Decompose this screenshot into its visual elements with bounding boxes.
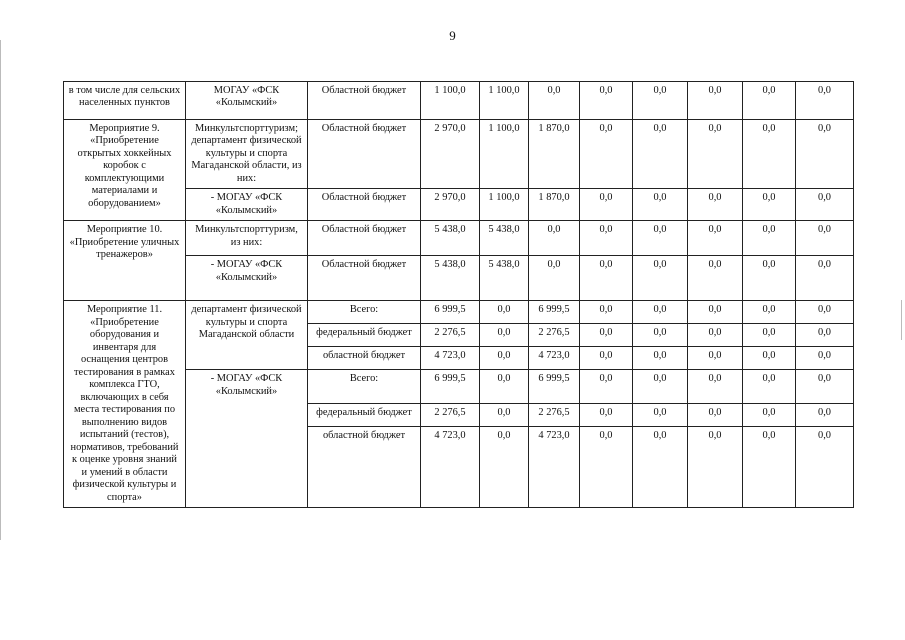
value-cell: 4 723,0 — [529, 347, 580, 370]
source-cell: Областной бюджет — [308, 120, 421, 189]
table-row — [64, 221, 854, 256]
value-cell: 0,0 — [633, 221, 688, 256]
value-cell: 0,0 — [633, 256, 688, 301]
value-cell: 0,0 — [796, 221, 854, 256]
value-cell: 4 723,0 — [421, 427, 480, 508]
value-cell: 0,0 — [580, 189, 633, 221]
table-row — [64, 120, 854, 189]
value-cell: 0,0 — [688, 120, 743, 189]
value-cell: 5 438,0 — [421, 221, 480, 256]
value-cell: 0,0 — [580, 301, 633, 324]
value-cell: 0,0 — [480, 347, 529, 370]
source-cell: областной бюджет — [308, 427, 421, 508]
budget-table — [63, 81, 854, 508]
value-cell: 0,0 — [688, 221, 743, 256]
scan-edge-mark — [901, 300, 902, 340]
value-cell: 0,0 — [633, 404, 688, 427]
value-cell: 0,0 — [796, 427, 854, 508]
value-cell: 0,0 — [633, 82, 688, 120]
value-cell: 5 438,0 — [421, 256, 480, 301]
value-cell: 0,0 — [796, 347, 854, 370]
value-cell: 5 438,0 — [480, 256, 529, 301]
value-cell: 1 100,0 — [480, 82, 529, 120]
value-cell: 0,0 — [580, 120, 633, 189]
value-cell: 0,0 — [580, 370, 633, 404]
value-cell: 1 100,0 — [480, 120, 529, 189]
value-cell: 0,0 — [480, 404, 529, 427]
value-cell: 0,0 — [580, 82, 633, 120]
value-cell: 2 276,5 — [529, 324, 580, 347]
value-cell: 0,0 — [796, 370, 854, 404]
value-cell: 0,0 — [743, 404, 796, 427]
value-cell: 0,0 — [580, 221, 633, 256]
executor-cell: Минкультспорттуризм, из них: — [186, 221, 308, 256]
value-cell: 0,0 — [688, 347, 743, 370]
value-cell: 0,0 — [743, 324, 796, 347]
value-cell: 0,0 — [480, 427, 529, 508]
source-cell: федеральный бюджет — [308, 324, 421, 347]
value-cell: 0,0 — [743, 427, 796, 508]
value-cell: 6 999,5 — [421, 370, 480, 404]
value-cell: 0,0 — [796, 324, 854, 347]
measure-cell: в том числе для сельских населенных пунктов — [64, 82, 186, 120]
value-cell: 0,0 — [796, 404, 854, 427]
value-cell: 0,0 — [688, 427, 743, 508]
source-cell: Всего: — [308, 301, 421, 324]
value-cell: 0,0 — [743, 221, 796, 256]
value-cell: 6 999,5 — [529, 301, 580, 324]
value-cell: 0,0 — [529, 221, 580, 256]
value-cell: 0,0 — [796, 120, 854, 189]
executor-cell: департамент физической культуры и спорта Магаданской области — [186, 301, 308, 370]
value-cell: 0,0 — [580, 404, 633, 427]
value-cell: 1 870,0 — [529, 189, 580, 221]
value-cell: 0,0 — [480, 301, 529, 324]
value-cell: 0,0 — [688, 404, 743, 427]
value-cell: 2 276,5 — [421, 404, 480, 427]
source-cell: Областной бюджет — [308, 221, 421, 256]
value-cell: 0,0 — [633, 120, 688, 189]
value-cell: 4 723,0 — [529, 427, 580, 508]
value-cell: 0,0 — [743, 370, 796, 404]
value-cell: 2 276,5 — [421, 324, 480, 347]
value-cell: 0,0 — [743, 120, 796, 189]
table-row — [64, 82, 854, 120]
value-cell: 0,0 — [743, 82, 796, 120]
value-cell: 0,0 — [743, 189, 796, 221]
scan-edge-mark — [0, 40, 1, 540]
source-cell: федеральный бюджет — [308, 404, 421, 427]
measure-cell: Мероприятие 9. «Приобретение открытых хоккейных коробок с комплектующими материалами и оборудованием» — [64, 120, 186, 221]
value-cell: 1 100,0 — [421, 82, 480, 120]
value-cell: 0,0 — [480, 324, 529, 347]
value-cell: 0,0 — [580, 427, 633, 508]
executor-cell: - МОГАУ «ФСК «Колымский» — [186, 256, 308, 301]
source-cell: Областной бюджет — [308, 256, 421, 301]
value-cell: 5 438,0 — [480, 221, 529, 256]
value-cell: 0,0 — [688, 301, 743, 324]
value-cell: 2 970,0 — [421, 120, 480, 189]
table-row — [64, 301, 854, 324]
value-cell: 2 276,5 — [529, 404, 580, 427]
source-cell: Областной бюджет — [308, 82, 421, 120]
value-cell: 1 100,0 — [480, 189, 529, 221]
measure-cell: Мероприятие 11. «Приобретение оборудования и инвентаря для оснащения центров тестирования в рамках комплекса ГТО, включающих в себя места тестирования по выполнению видов испытаний (тестов), нормативов, требований к оценке уровня знаний и умений в области физической культуры и спорта» — [64, 301, 186, 508]
value-cell: 6 999,5 — [529, 370, 580, 404]
value-cell: 0,0 — [580, 347, 633, 370]
value-cell: 1 870,0 — [529, 120, 580, 189]
value-cell: 0,0 — [796, 301, 854, 324]
value-cell: 0,0 — [480, 370, 529, 404]
executor-cell: - МОГАУ «ФСК «Колымский» — [186, 189, 308, 221]
value-cell: 0,0 — [580, 256, 633, 301]
value-cell: 0,0 — [633, 189, 688, 221]
value-cell: 4 723,0 — [421, 347, 480, 370]
value-cell: 0,0 — [633, 370, 688, 404]
value-cell: 0,0 — [688, 189, 743, 221]
value-cell: 0,0 — [529, 82, 580, 120]
value-cell: 0,0 — [688, 82, 743, 120]
measure-cell: Мероприятие 10. «Приобретение уличных тренажеров» — [64, 221, 186, 301]
value-cell: 0,0 — [796, 82, 854, 120]
value-cell: 0,0 — [796, 189, 854, 221]
executor-cell: Минкультспорттуризм; департамент физической культуры и спорта Магаданской области, из них: — [186, 120, 308, 189]
value-cell: 0,0 — [580, 324, 633, 347]
source-cell: Областной бюджет — [308, 189, 421, 221]
value-cell: 0,0 — [796, 256, 854, 301]
value-cell: 0,0 — [633, 427, 688, 508]
value-cell: 2 970,0 — [421, 189, 480, 221]
value-cell: 6 999,5 — [421, 301, 480, 324]
value-cell: 0,0 — [529, 256, 580, 301]
value-cell: 0,0 — [688, 256, 743, 301]
value-cell: 0,0 — [688, 324, 743, 347]
value-cell: 0,0 — [633, 347, 688, 370]
page-number: 9 — [449, 28, 456, 43]
value-cell: 0,0 — [743, 256, 796, 301]
value-cell: 0,0 — [633, 324, 688, 347]
source-cell: областной бюджет — [308, 347, 421, 370]
executor-cell: МОГАУ «ФСК «Колымский» — [186, 82, 308, 120]
value-cell: 0,0 — [743, 347, 796, 370]
value-cell: 0,0 — [688, 370, 743, 404]
value-cell: 0,0 — [743, 301, 796, 324]
source-cell: Всего: — [308, 370, 421, 404]
value-cell: 0,0 — [633, 301, 688, 324]
executor-cell: - МОГАУ «ФСК «Колымский» — [186, 370, 308, 508]
